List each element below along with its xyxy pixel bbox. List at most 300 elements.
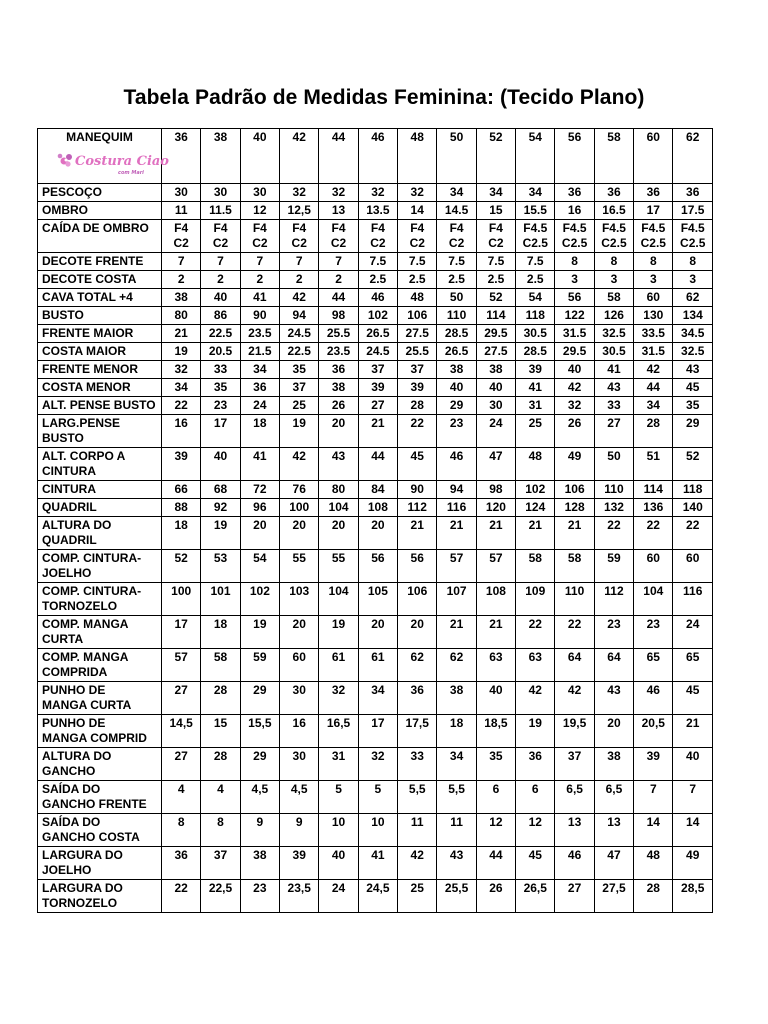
measurement-cell: 28,5 <box>673 880 713 913</box>
row-label: OMBRO <box>38 202 162 220</box>
measurement-cell: 37 <box>280 379 319 397</box>
measurement-cell: 72 <box>240 481 279 499</box>
table-row <box>38 880 713 913</box>
measurement-cell: 19 <box>280 415 319 448</box>
measurement-cell: 21 <box>476 517 515 550</box>
manequim-header-cell <box>38 129 169 184</box>
measurement-cell: 106 <box>398 307 437 325</box>
table-row <box>38 847 713 880</box>
measurement-cell: 32.5 <box>594 325 633 343</box>
row-label: ALT. CORPO A CINTURA <box>38 448 162 481</box>
measurement-cell: 130 <box>634 307 673 325</box>
measurement-cell: 28 <box>634 415 673 448</box>
measurement-cell: 30 <box>280 682 319 715</box>
row-label: COSTA MAIOR <box>38 343 162 361</box>
row-label: CAÍDA DE OMBRO <box>38 220 162 253</box>
measurement-cell: 11 <box>162 202 201 220</box>
measurement-cell: 51 <box>634 448 673 481</box>
logo-text: Costura Ciao <box>74 154 169 169</box>
measurement-cell: 34 <box>162 379 201 397</box>
measurement-cell: 30 <box>201 184 240 202</box>
measurement-cell: F4.5 C2.5 <box>634 220 673 253</box>
measurement-cell: 4,5 <box>280 781 319 814</box>
measurement-cell: 55 <box>319 550 358 583</box>
measurement-cell: 2 <box>319 271 358 289</box>
measurement-cell: 13 <box>594 814 633 847</box>
size-header-cell: 56 <box>555 129 594 184</box>
measurement-cell: 17.5 <box>673 202 713 220</box>
table-row <box>38 550 713 583</box>
measurement-cell: 108 <box>476 583 515 616</box>
measurement-cell: 30 <box>162 184 201 202</box>
measurement-cell: 16 <box>162 415 201 448</box>
row-label: LARGURA DO TORNOZELO <box>38 880 162 913</box>
measurement-cell: 18 <box>162 517 201 550</box>
measurement-cell: 90 <box>240 307 279 325</box>
measurement-cell: 3 <box>555 271 594 289</box>
measurement-cell: 38 <box>319 379 358 397</box>
measurement-cell: 2 <box>201 271 240 289</box>
size-header-cell: 52 <box>476 129 515 184</box>
measurement-cell: 7.5 <box>516 253 555 271</box>
measurement-cell: 28 <box>634 880 673 913</box>
measurement-cell: 106 <box>398 583 437 616</box>
measurement-cell: 31.5 <box>555 325 594 343</box>
measurement-cell: 27.5 <box>398 325 437 343</box>
measurement-cell: 37 <box>555 748 594 781</box>
measurement-cell: 102 <box>240 583 279 616</box>
measurement-cell: 43 <box>437 847 476 880</box>
measurement-cell: 126 <box>594 307 633 325</box>
table-row <box>38 325 713 343</box>
measurement-cell: 29 <box>240 682 279 715</box>
measurement-cell: 32 <box>358 184 397 202</box>
measurement-cell: 50 <box>594 448 633 481</box>
measurement-cell: 80 <box>162 307 201 325</box>
measurement-cell: 48 <box>634 847 673 880</box>
row-label: COMP. MANGA COMPRIDA <box>38 649 162 682</box>
measurement-cell: 64 <box>555 649 594 682</box>
header-row <box>38 129 713 184</box>
measurement-cell: 61 <box>319 649 358 682</box>
measurement-cell: 41 <box>358 847 397 880</box>
measurement-cell: 24.5 <box>358 343 397 361</box>
measurement-cell: 32 <box>162 361 201 379</box>
table-row <box>38 481 713 499</box>
measurement-cell: 20 <box>319 517 358 550</box>
measurement-cell: 25.5 <box>319 325 358 343</box>
measurement-cell: 21 <box>516 517 555 550</box>
measurement-cell: 3 <box>594 271 633 289</box>
measurement-cell: 34 <box>634 397 673 415</box>
measurement-cell: 114 <box>476 307 515 325</box>
measurement-cell: 36 <box>634 184 673 202</box>
measurement-cell: 100 <box>280 499 319 517</box>
measurement-cell: 19,5 <box>555 715 594 748</box>
measurement-cell: 62 <box>673 289 713 307</box>
table-row <box>38 649 713 682</box>
measurement-cell: F4.5 C2.5 <box>555 220 594 253</box>
measurement-cell: 36 <box>516 748 555 781</box>
measurement-cell: 109 <box>516 583 555 616</box>
measurement-cell: 8 <box>594 253 633 271</box>
table-row <box>38 616 713 649</box>
row-label: DECOTE FRENTE <box>38 253 162 271</box>
measurement-cell: 5 <box>358 781 397 814</box>
measurement-cell: 7 <box>319 253 358 271</box>
measurement-cell: 98 <box>476 481 515 499</box>
measurement-cell: 110 <box>437 307 476 325</box>
measurement-cell: 39 <box>162 448 201 481</box>
measurement-cell: 36 <box>240 379 279 397</box>
measurement-cell: 32 <box>319 184 358 202</box>
measurement-cell: 39 <box>398 379 437 397</box>
measurement-cell: 43 <box>594 682 633 715</box>
measurement-cell: 90 <box>398 481 437 499</box>
measurement-cell: 59 <box>594 550 633 583</box>
table-row <box>38 361 713 379</box>
row-label: CAVA TOTAL +4 <box>38 289 162 307</box>
measurement-cell: 33 <box>594 397 633 415</box>
measurement-cell: 37 <box>398 361 437 379</box>
measurement-cell: 16.5 <box>594 202 633 220</box>
measurement-cell: 52 <box>476 289 515 307</box>
measurement-cell: 22 <box>673 517 713 550</box>
measurement-cell: 38 <box>240 847 279 880</box>
measurement-cell: 7.5 <box>476 253 515 271</box>
measurement-cell: 8 <box>162 814 201 847</box>
measurement-cell: 36 <box>594 184 633 202</box>
size-header-cell: 48 <box>398 129 437 184</box>
size-header-cell: 36 <box>162 129 201 184</box>
measurement-cell: 30 <box>476 397 515 415</box>
measurement-cell: 56 <box>358 550 397 583</box>
row-label: QUADRIL <box>38 499 162 517</box>
measurement-cell: 36 <box>398 682 437 715</box>
measurement-cell: 57 <box>437 550 476 583</box>
measurement-cell: 132 <box>594 499 633 517</box>
measurement-cell: 52 <box>673 448 713 481</box>
measurement-cell: 15.5 <box>516 202 555 220</box>
measurement-cell: 2 <box>280 271 319 289</box>
measurement-cell: 68 <box>201 481 240 499</box>
row-label: FRENTE MENOR <box>38 361 162 379</box>
measurement-cell: 20 <box>358 616 397 649</box>
size-header-cell: 58 <box>594 129 633 184</box>
measurement-cell: F4 C2 <box>398 220 437 253</box>
measurement-cell: 32 <box>398 184 437 202</box>
measurement-cell: 31 <box>516 397 555 415</box>
measurement-cell: 28.5 <box>516 343 555 361</box>
measurement-cell: 120 <box>476 499 515 517</box>
measurement-cell: 22 <box>516 616 555 649</box>
measurement-cell: 103 <box>280 583 319 616</box>
measurement-cell: 46 <box>634 682 673 715</box>
measurement-cell: 20 <box>319 415 358 448</box>
measurement-cell: 17,5 <box>398 715 437 748</box>
measurement-cell: 32 <box>555 397 594 415</box>
measurement-cell: 60 <box>673 550 713 583</box>
measurement-cell: 39 <box>516 361 555 379</box>
measurement-cell: 22 <box>634 517 673 550</box>
measurement-cell: 20,5 <box>634 715 673 748</box>
measurement-cell: 27.5 <box>476 343 515 361</box>
measurement-cell: 22.5 <box>280 343 319 361</box>
row-label: ALTURA DO GANCHO <box>38 748 162 781</box>
costura-ciao-logo <box>56 147 169 177</box>
measurement-cell: 63 <box>476 649 515 682</box>
measurement-cell: 122 <box>555 307 594 325</box>
measurement-cell: 19 <box>240 616 279 649</box>
measurement-cell: 11.5 <box>201 202 240 220</box>
measurement-cell: 22 <box>555 616 594 649</box>
measurement-cell: F4 C2 <box>201 220 240 253</box>
row-label: PUNHO DE MANGA CURTA <box>38 682 162 715</box>
measurement-cell: 8 <box>634 253 673 271</box>
measurement-cell: 28 <box>398 397 437 415</box>
measurement-cell: 13 <box>319 202 358 220</box>
measurement-cell: 29 <box>673 415 713 448</box>
measurement-cell: 34 <box>358 682 397 715</box>
measurement-cell: 54 <box>516 289 555 307</box>
measurement-cell: 12,5 <box>280 202 319 220</box>
measurement-cell: 94 <box>280 307 319 325</box>
measurement-cell: 136 <box>634 499 673 517</box>
measurement-cell: 34 <box>240 361 279 379</box>
row-label: LARGURA DO JOELHO <box>38 847 162 880</box>
measurement-cell: 118 <box>516 307 555 325</box>
measurement-cell: 14.5 <box>437 202 476 220</box>
measurement-cell: 19 <box>162 343 201 361</box>
measurement-cell: 22 <box>162 397 201 415</box>
measurement-cell: 23 <box>240 880 279 913</box>
measurement-cell: 112 <box>398 499 437 517</box>
measurement-cell: 24 <box>240 397 279 415</box>
measurement-cell: 19 <box>319 616 358 649</box>
measurement-cell: 47 <box>476 448 515 481</box>
measurement-cell: 41 <box>240 448 279 481</box>
measurement-cell: 40 <box>201 289 240 307</box>
measurement-cell: 104 <box>634 583 673 616</box>
measurement-cell: 14,5 <box>162 715 201 748</box>
measurement-cell: 134 <box>673 307 713 325</box>
measurement-cell: 35 <box>201 379 240 397</box>
measurement-cell: 7.5 <box>358 253 397 271</box>
measurement-cell: 106 <box>555 481 594 499</box>
measurement-cell: 46 <box>358 289 397 307</box>
measurements-body <box>38 184 713 913</box>
measurements-table <box>37 128 713 913</box>
measurement-cell: 45 <box>516 847 555 880</box>
measurement-cell: 44 <box>476 847 515 880</box>
measurement-cell: 32 <box>358 748 397 781</box>
measurement-cell: 25 <box>280 397 319 415</box>
measurement-cell: 56 <box>398 550 437 583</box>
measurement-cell: 21 <box>437 616 476 649</box>
table-row <box>38 583 713 616</box>
measurement-cell: 13 <box>555 814 594 847</box>
measurement-cell: 26 <box>319 397 358 415</box>
measurement-cell: 57 <box>476 550 515 583</box>
measurement-cell: 23 <box>594 616 633 649</box>
measurement-cell: 22 <box>398 415 437 448</box>
measurement-cell: 22,5 <box>201 880 240 913</box>
measurement-cell: 26 <box>476 880 515 913</box>
measurement-cell: 14 <box>634 814 673 847</box>
table-row <box>38 517 713 550</box>
row-label: COMP. MANGA CURTA <box>38 616 162 649</box>
page-title: Tabela Padrão de Medidas Feminina: (Tecido Plano) <box>123 86 645 109</box>
measurement-cell: 38 <box>162 289 201 307</box>
measurement-cell: 105 <box>358 583 397 616</box>
table-row <box>38 397 713 415</box>
measurement-cell: 42 <box>280 448 319 481</box>
measurement-cell: 46 <box>437 448 476 481</box>
measurement-cell: 46 <box>555 847 594 880</box>
measurement-cell: 66 <box>162 481 201 499</box>
measurement-cell: 62 <box>398 649 437 682</box>
size-header-cell: 42 <box>280 129 319 184</box>
measurement-cell: 102 <box>358 307 397 325</box>
measurement-cell: 104 <box>319 499 358 517</box>
measurement-cell: 35 <box>280 361 319 379</box>
measurement-cell: 34.5 <box>673 325 713 343</box>
measurement-cell: F4.5 C2.5 <box>516 220 555 253</box>
measurement-cell: 26.5 <box>358 325 397 343</box>
measurement-cell: 58 <box>201 649 240 682</box>
measurement-cell: 23,5 <box>280 880 319 913</box>
measurement-cell: 36 <box>673 184 713 202</box>
measurement-cell: 55 <box>280 550 319 583</box>
measurement-cell: 32.5 <box>673 343 713 361</box>
measurement-cell: 50 <box>437 289 476 307</box>
measurement-cell: 60 <box>634 289 673 307</box>
measurement-cell: 8 <box>673 253 713 271</box>
measurement-cell: 60 <box>634 550 673 583</box>
measurement-cell: 10 <box>319 814 358 847</box>
measurement-cell: 7.5 <box>398 253 437 271</box>
row-label: PESCOÇO <box>38 184 162 202</box>
measurement-cell: 2.5 <box>358 271 397 289</box>
size-header-cell: 40 <box>240 129 279 184</box>
measurement-cell: 38 <box>437 682 476 715</box>
measurement-cell: 26.5 <box>437 343 476 361</box>
measurement-cell: 19 <box>201 517 240 550</box>
measurement-cell: 34 <box>516 184 555 202</box>
measurement-cell: 47 <box>594 847 633 880</box>
measurement-cell: 21 <box>555 517 594 550</box>
measurement-cell: 29 <box>437 397 476 415</box>
measurement-cell: 31.5 <box>634 343 673 361</box>
measurement-cell: 45 <box>673 682 713 715</box>
row-label: FRENTE MAIOR <box>38 325 162 343</box>
measurement-cell: 6 <box>516 781 555 814</box>
measurement-cell: 25 <box>398 880 437 913</box>
measurement-cell: 8 <box>201 814 240 847</box>
measurement-cell: 29.5 <box>476 325 515 343</box>
measurement-cell: 15 <box>476 202 515 220</box>
table-row <box>38 814 713 847</box>
measurement-cell: 5 <box>319 781 358 814</box>
measurement-cell: 34 <box>437 748 476 781</box>
measurement-cell: 20.5 <box>201 343 240 361</box>
measurement-cell: 44 <box>358 448 397 481</box>
measurement-cell: 9 <box>280 814 319 847</box>
table-row <box>38 448 713 481</box>
measurement-cell: 39 <box>634 748 673 781</box>
measurement-cell: 65 <box>634 649 673 682</box>
measurement-cell: 27 <box>358 397 397 415</box>
measurement-cell: 86 <box>201 307 240 325</box>
table-row <box>38 220 713 253</box>
measurement-cell: 20 <box>594 715 633 748</box>
measurement-cell: 20 <box>358 517 397 550</box>
measurement-cell: 25,5 <box>437 880 476 913</box>
measurement-cell: 52 <box>162 550 201 583</box>
measurement-cell: 48 <box>516 448 555 481</box>
measurement-cell: 22 <box>162 880 201 913</box>
measurement-cell: 40 <box>555 361 594 379</box>
measurement-cell: 64 <box>594 649 633 682</box>
measurement-cell: 37 <box>201 847 240 880</box>
measurement-cell: 63 <box>516 649 555 682</box>
measurement-cell: 2.5 <box>437 271 476 289</box>
measurement-cell: 35 <box>476 748 515 781</box>
measurement-cell: 6 <box>476 781 515 814</box>
measurement-cell: 62 <box>437 649 476 682</box>
measurement-cell: 5,5 <box>437 781 476 814</box>
measurement-cell: 59 <box>240 649 279 682</box>
measurement-cell: 39 <box>358 379 397 397</box>
measurement-cell: 15,5 <box>240 715 279 748</box>
measurement-cell: 76 <box>280 481 319 499</box>
table-row <box>38 202 713 220</box>
measurement-cell: 43 <box>594 379 633 397</box>
measurement-cell: 30.5 <box>594 343 633 361</box>
measurement-cell: 3 <box>634 271 673 289</box>
row-label: COSTA MENOR <box>38 379 162 397</box>
measurement-cell: F4 C2 <box>319 220 358 253</box>
measurement-cell: 96 <box>240 499 279 517</box>
manequim-label: MANEQUIM <box>66 130 133 144</box>
measurement-cell: 21 <box>398 517 437 550</box>
measurement-cell: 34 <box>476 184 515 202</box>
measurement-cell: 14 <box>398 202 437 220</box>
measurement-cell: 42 <box>634 361 673 379</box>
measurement-cell: 29 <box>240 748 279 781</box>
table-row <box>38 415 713 448</box>
measurement-cell: 23.5 <box>319 343 358 361</box>
measurement-cell: 11 <box>398 814 437 847</box>
row-label: ALTURA DO QUADRIL <box>38 517 162 550</box>
measurement-cell: 24.5 <box>280 325 319 343</box>
measurement-cell: 12 <box>476 814 515 847</box>
measurement-cell: 58 <box>516 550 555 583</box>
measurement-cell: F4 C2 <box>358 220 397 253</box>
measurement-cell: 4,5 <box>240 781 279 814</box>
table-row <box>38 379 713 397</box>
measurement-cell: 36 <box>162 847 201 880</box>
table-row <box>38 271 713 289</box>
measurement-cell: 104 <box>319 583 358 616</box>
measurement-cell: 28.5 <box>437 325 476 343</box>
table-row <box>38 715 713 748</box>
row-label: ALT. PENSE BUSTO <box>38 397 162 415</box>
measurement-cell: 57 <box>162 649 201 682</box>
measurement-cell: 58 <box>594 289 633 307</box>
logo-subtext: com Mari <box>117 170 144 176</box>
measurement-cell: 34 <box>437 184 476 202</box>
